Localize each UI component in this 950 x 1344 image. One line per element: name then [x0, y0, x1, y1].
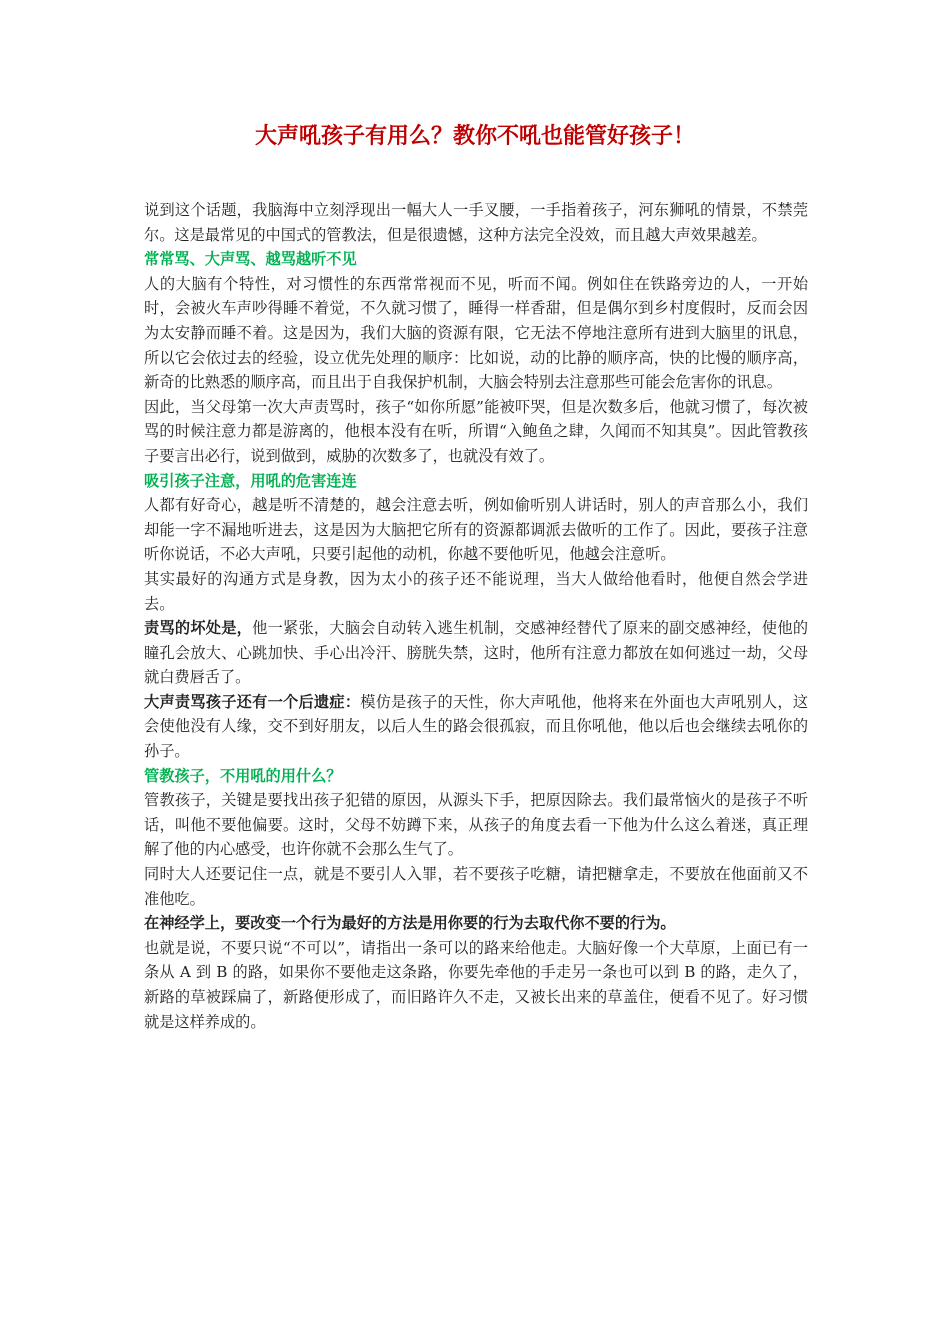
lead-side-effect: 大声责骂孩子还有一个后遗症： — [144, 692, 361, 711]
section-heading-3: 管教孩子，不用吼的用什么？ — [144, 766, 342, 785]
page-title: 大声吼孩子有用么？教你不吼也能管好孩子！ — [254, 124, 695, 149]
lead-scolding-harm: 责骂的坏处是， — [144, 619, 253, 638]
text-side-effect: 模仿是孩子的天性，你大声吼他，他将来在外面也大声吼别人，这会使他没有人缘，交不到好朋友，以后人生的路会很孤寂，而且你吼他，他以后也会继续去吼你的孙子。 — [144, 692, 809, 761]
text-scolding-harm: 他一紧张，大脑会自动转入逃生机制，交感神经替代了原来的副交感神经，使他的瞳孔会放大、心跳加快、手心出冷汗、膀胱失禁，这时，他所有注意力都放在如何逃过一劫，父母就白费唇舌了。 — [144, 619, 809, 687]
paragraph-curiosity: 人都有好奇心，越是听不清楚的，越会注意去听，例如偷听别人讲话时，别人的声音那么小，我们却能一字不漏地听进去，这是因为大脑把它所有的资源都调派去做听的工作了。因此，要孩子注意听你说话，不必大声吼，只要引起他的动机，你越不要他听见，他越会注意听。 — [144, 496, 808, 564]
paragraph-find-cause: 管教孩子，关键是要找出孩子犯错的原因，从源头下手，把原因除去。我们最常恼火的是孩子不听话，叫他不要他偏要。这时，父母不妨蹲下来，从孩子的角度去看一下他为什么这么着迷，真正理解了他的内心感受，也许你就不会那么生气了。 — [144, 791, 808, 859]
paragraph-scolding-habit: 因此，当父母第一次大声责骂时，孩子“如你所愿”能被吓哭，但是次数多后，他就习惯了，每次被骂的时候注意力都是游离的，他根本没有在听，所谓“入鲍鱼之肆，久闻而不知其臭”。因此管教孩子要言出必行，说到做到，威胁的次数多了，也就没有效了。 — [144, 397, 808, 465]
paragraph-new-path: 也就是说，不要只说“不可以”，请指出一条可以的路来给他走。大脑好像一个大草原，上面已有一条从 A 到 B 的路，如果你不要他走这条路，你要先牵他的手走另一条也可以到 B 的路，走久了，新路的草被踩扁了，新路便形成了，而旧路许久不走，又被长出来的草盖住，便看不见了。好习惯就是这样养成的。 — [144, 938, 808, 1031]
paragraph-side-effect — [144, 690, 808, 764]
paragraph-brain-habit: 人的大脑有个特性，对习惯性的东西常常视而不见，听而不闻。例如住在铁路旁边的人，一开始时，会被火车声吵得睡不着觉，不久就习惯了，睡得一样香甜，但是偶尔到乡村度假时，反而会因为太安静而睡不着。这是因为，我们大脑的资源有限，它无法不停地注意所有进到大脑里的讯息，所以它会依过去的经验，设立优先处理的顺序：比如说，动的比静的顺序高，快的比慢的顺序高，新奇的比熟悉的顺序高，而且出于自我保护机制，大脑会特别去注意那些可能会危害你的讯息。 — [144, 274, 808, 392]
paragraph-no-temptation: 同时大人还要记住一点，就是不要引人入罪，若不要孩子吃糖，请把糖拿走，不要放在他面前又不准他吃。 — [144, 865, 808, 908]
paragraph-intro: 说到这个话题，我脑海中立刻浮现出一幅大人一手叉腰，一手指着孩子，河东狮吼的情景，不禁莞尔。这是最常见的中国式的管教法，但是很遗憾，这种方法完全没效，而且越大声效果越差。 — [144, 201, 808, 244]
section-heading-2: 吸引孩子注意，用吼的危害连连 — [144, 471, 357, 490]
paragraph-role-model: 其实最好的沟通方式是身教，因为太小的孩子还不能说理，当大人做给他看时，他便自然会学进去。 — [144, 569, 808, 613]
paragraph-scolding-harm — [144, 616, 808, 690]
section-heading-1: 常常骂、大声骂、越骂越听不见 — [144, 250, 357, 269]
article-body — [144, 198, 808, 1034]
paragraph-neuroscience-key: 在神经学上，要改变一个行为最好的方法是用你要的行为去取代你不要的行为。 — [144, 914, 676, 933]
